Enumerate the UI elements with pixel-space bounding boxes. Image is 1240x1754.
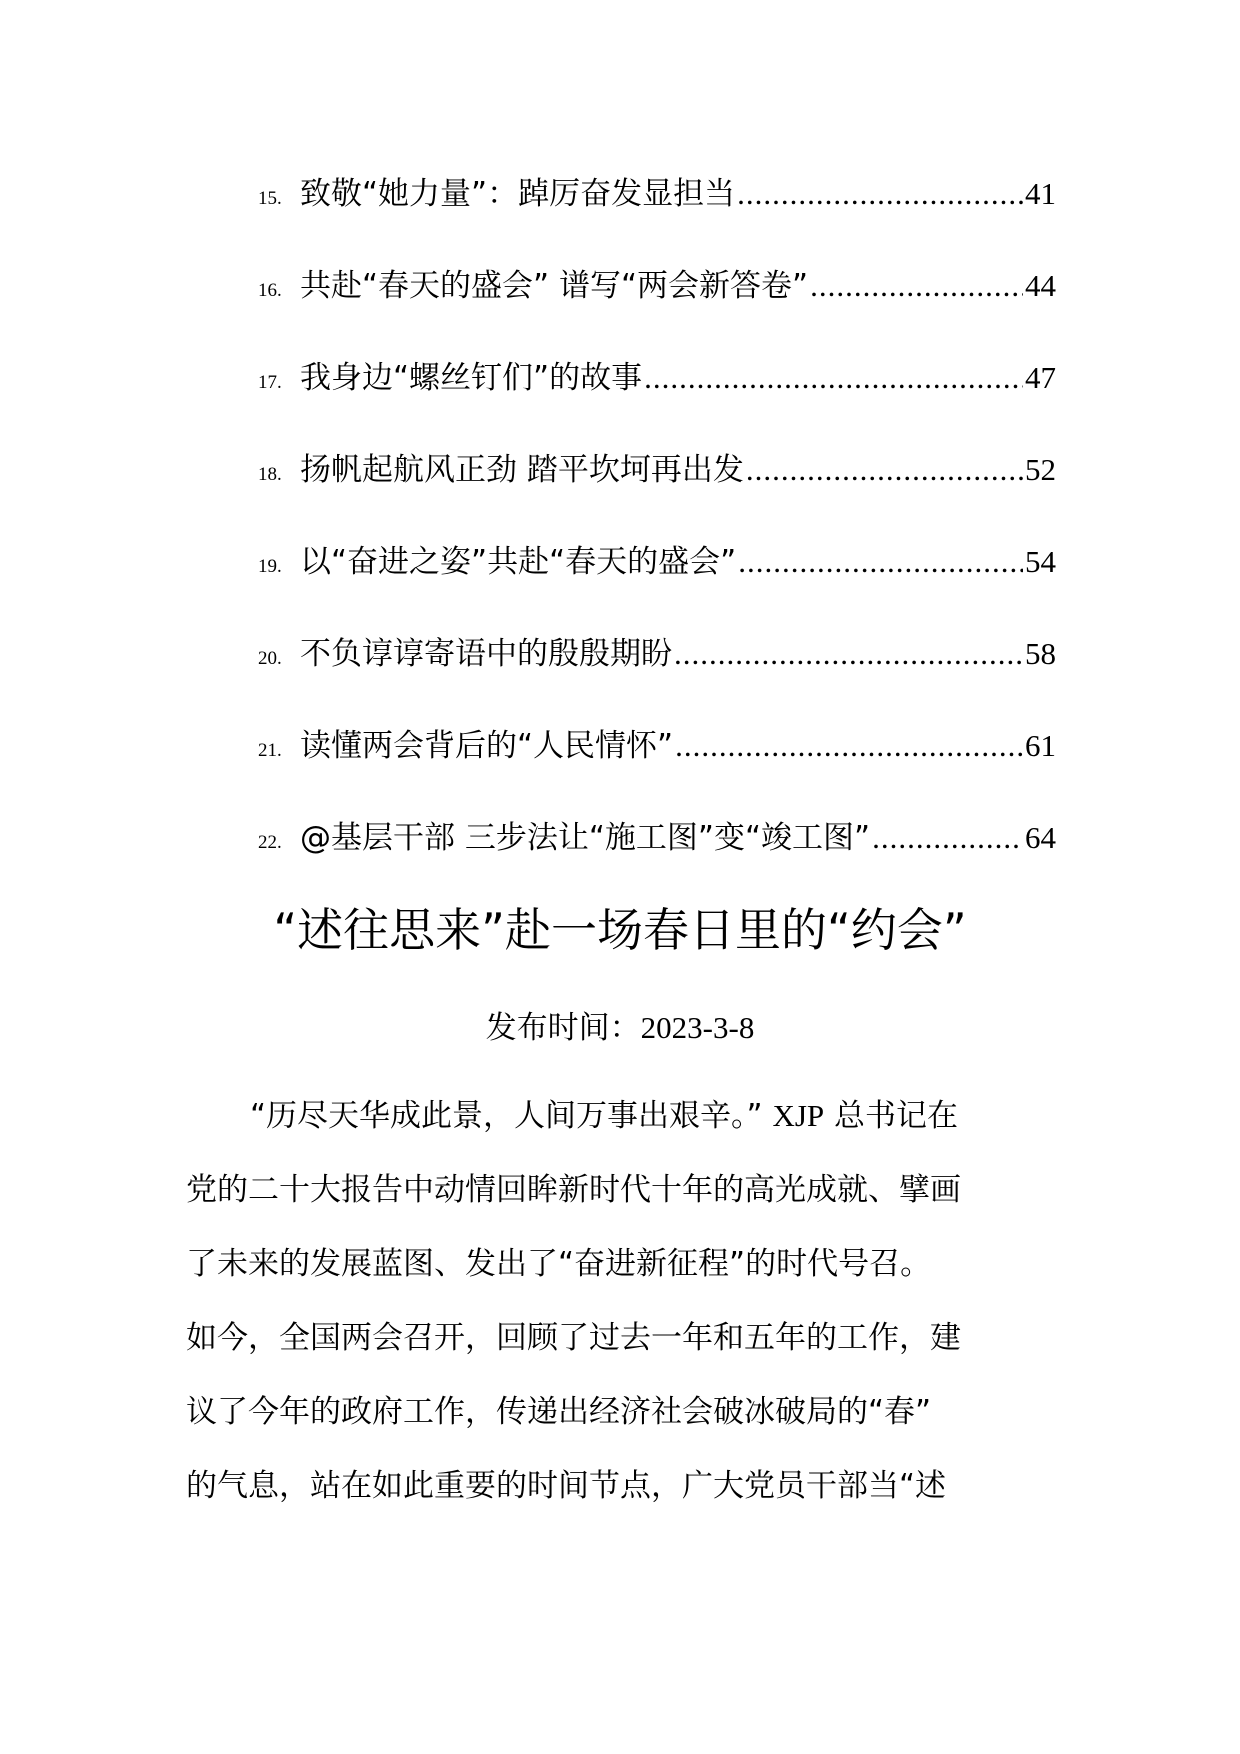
toc-entry-title: 致敬“她力量”：踔厉奋发显担当 [300, 176, 736, 212]
toc-entry-title: @基层干部 三步法让“施工图”变“竣工图” [300, 820, 871, 856]
toc-entry-title: 扬帆起航风正劲 踏平坎坷再出发 [300, 452, 744, 488]
article-body [186, 1088, 1036, 1532]
toc-entry[interactable] [258, 534, 1056, 626]
toc-entry-number: 15. [258, 188, 282, 209]
body-line [186, 1236, 1036, 1310]
publish-date-value: 2023-3-8 [640, 1010, 755, 1045]
toc-entry[interactable] [258, 442, 1056, 534]
toc-entry-number: 18. [258, 464, 282, 485]
toc-entry-page: 64 [1025, 820, 1056, 855]
toc-entry-page: 58 [1025, 636, 1056, 671]
toc-entry-page: 47 [1025, 360, 1056, 395]
body-line-text: 党的二十大报告中动情回眸新时代十年的高光成就、擘画 [186, 1172, 961, 1208]
table-of-contents [258, 166, 1056, 902]
toc-entry-number: 20. [258, 648, 282, 669]
body-line [186, 1458, 1036, 1532]
body-line [186, 1162, 1036, 1236]
toc-dot-leader [737, 166, 1023, 222]
toc-entry[interactable] [258, 626, 1056, 718]
toc-entry-page: 52 [1025, 452, 1056, 487]
toc-entry-page: 41 [1025, 176, 1056, 211]
toc-entry-number: 19. [258, 556, 282, 577]
toc-entry-title: 共赴“春天的盛会” 谱写“两会新答卷” [300, 268, 809, 304]
body-line [186, 1088, 1036, 1162]
toc-entry-page: 61 [1025, 728, 1056, 763]
toc-entry-number: 16. [258, 280, 282, 301]
toc-dot-leader [675, 718, 1023, 774]
toc-entry-page: 44 [1025, 268, 1056, 303]
publish-date [0, 1006, 1240, 1050]
toc-dot-leader [872, 810, 1023, 866]
toc-dot-leader [674, 626, 1023, 682]
body-line-text: “历尽天华成此景，人间万事出艰辛。” [250, 1098, 773, 1134]
body-line-text: 议了今年的政府工作，传递出经济社会破冰破局的“春” [186, 1394, 932, 1430]
body-line-text: 如今，全国两会召开，回顾了过去一年和五年的工作，建 [186, 1320, 961, 1356]
toc-dot-leader [644, 350, 1023, 406]
toc-entry-title: 我身边“螺丝钉们”的故事 [300, 360, 643, 396]
body-line [186, 1384, 1036, 1458]
toc-entry-title: 不负谆谆寄语中的殷殷期盼 [300, 636, 672, 672]
toc-entry-number: 17. [258, 372, 282, 393]
toc-dot-leader [738, 534, 1023, 590]
article-title: “述往思来”赴一场春日里的“约会” [273, 903, 967, 957]
toc-dot-leader [746, 442, 1023, 498]
toc-entry-page: 54 [1025, 544, 1056, 579]
toc-entry[interactable] [258, 718, 1056, 810]
toc-entry[interactable] [258, 258, 1056, 350]
body-line-text: 的气息，站在如此重要的时间节点，广大党员干部当“述 [186, 1468, 947, 1504]
body-line-text: 了未来的发展蓝图、发出了“奋进新征程”的时代号召。 [186, 1246, 932, 1282]
toc-entry[interactable] [258, 810, 1056, 902]
body-line [186, 1310, 1036, 1384]
toc-entry-number: 22. [258, 832, 282, 853]
toc-entry-title: 读懂两会背后的“人民情怀” [300, 728, 674, 764]
body-line-text-tail: 总书记在 [824, 1098, 959, 1134]
toc-entry[interactable] [258, 350, 1056, 442]
publish-date-label: 发布时间： [485, 1010, 641, 1046]
toc-dot-leader [810, 258, 1023, 314]
toc-entry-number: 21. [258, 740, 282, 761]
body-line-latin: XJP [772, 1098, 825, 1133]
toc-entry-title: 以“奋进之姿”共赴“春天的盛会” [300, 544, 737, 580]
toc-entry[interactable] [258, 166, 1056, 258]
